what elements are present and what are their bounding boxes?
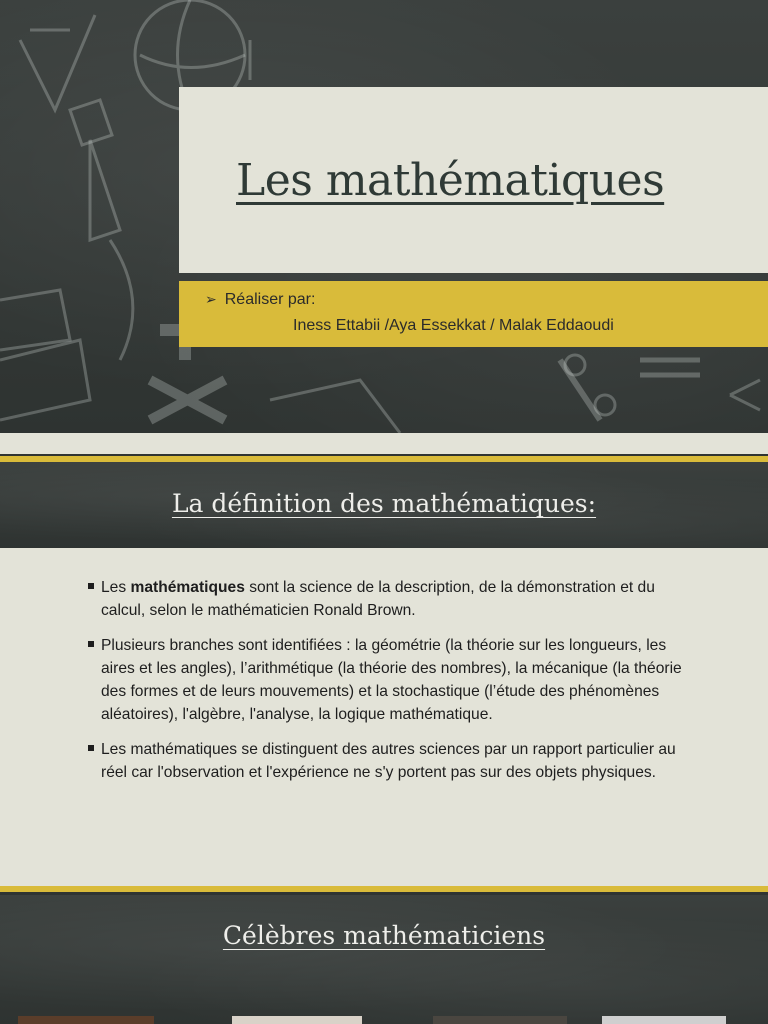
list-item: Les mathématiques se distinguent des autres sciences par un rapport particulier au réel car l'observation et l'expérience ne s'y portent pas sur des objets physiques. — [88, 738, 688, 784]
definition-list — [88, 576, 688, 796]
definition-heading: La définition des mathématiques: — [171, 489, 597, 518]
by-line — [205, 291, 315, 309]
portrait-image — [232, 1016, 362, 1024]
definition-content — [0, 548, 768, 886]
authors-names: Iness Ettabii /Aya Essekkat / Malak Eddaoudi — [293, 317, 614, 334]
by-label: Réaliser par: — [224, 291, 316, 308]
mathematicians-heading: Célèbres mathématiciens — [222, 921, 546, 950]
portrait-image — [602, 1016, 726, 1024]
authors-band — [179, 281, 768, 347]
portrait-image — [18, 1016, 154, 1024]
arrow-bullet-icon: ➢ — [205, 291, 217, 307]
portrait-image — [433, 1016, 567, 1024]
definition-header — [0, 462, 768, 549]
presentation-title: Les mathématiques — [236, 155, 665, 206]
mathematicians-slide — [0, 895, 768, 1024]
list-item: Les mathématiques sont la science de la description, de la démonstration et du calcul, selon le mathématicien Ronald Brown. — [88, 576, 688, 622]
title-card — [179, 87, 768, 273]
yellow-stripe — [0, 886, 768, 892]
title-slide — [0, 0, 768, 433]
list-item: Plusieurs branches sont identifiées : la géométrie (la théorie sur les longueurs, les aires et les angles), l’arithmétique (la théorie des nombres), la mécanique (la théorie des formes et de leurs mouvements) et la stochastique (l’étude des phénomènes aléatoires), l'algèbre, l'analyse, la logique mathématique. — [88, 634, 688, 726]
slide-gap — [0, 433, 768, 454]
